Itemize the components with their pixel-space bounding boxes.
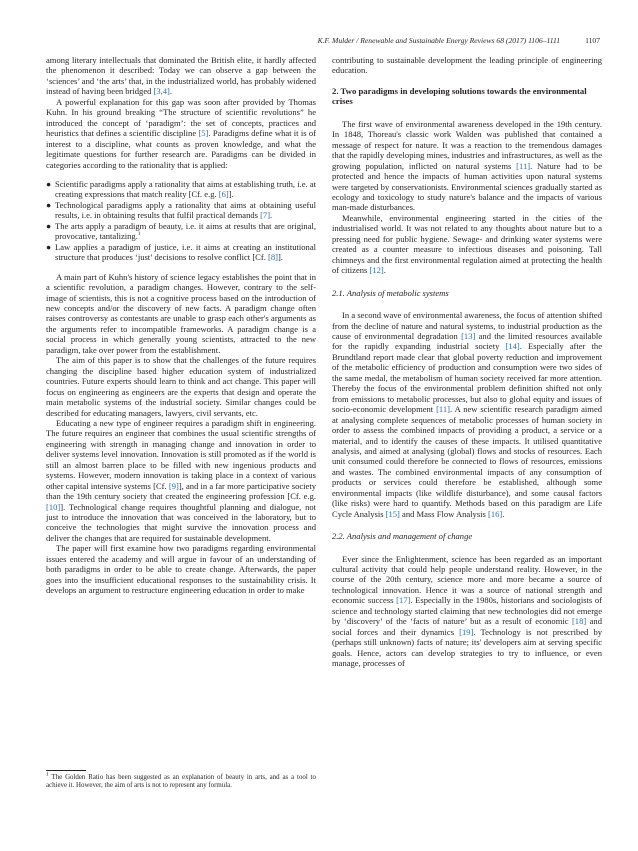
subsection-heading: 2.1. Analysis of metabolic systems	[332, 287, 449, 298]
footnote-number: 1	[46, 771, 49, 778]
citation-link[interactable]: [3,4]	[153, 86, 170, 97]
list-item: ● Law applies a paradigm of justice, i.e. it aims at creating an institutional structure that produces ‘just’ decisions to resolve conflict [Cf. [8]].	[46, 241, 316, 263]
citation-link[interactable]: [11]	[516, 160, 531, 171]
section-heading: 2. Two paradigms in developing solutions towards the environmental crises	[332, 85, 587, 107]
citation-link[interactable]: [7]	[260, 210, 271, 221]
running-header	[46, 36, 600, 48]
bullet-icon: ●	[46, 220, 52, 231]
paragraph: The aim of this paper is to show that the challenges of the future requires changing the discipline based higher education system of industrialized countries. Future experts should learn to think and act change. This paper will focus on engineering as engineers are the experts that design and operate the main metabolic systems of the industrial society. Similar changes could be described for educating managers, lawyers, civil servants, etc.	[46, 355, 316, 418]
paragraph: In a second wave of environmental awareness, the focus of attention shifted from the decline of nature and natural systems, to industrial production as the cause of environmental degradation [13] and the limited resources available for the rapidly expanding industrial society [14]. Especially after the Brundtland report made clear that global poverty reduction and improvement of the metabolic efficiency of production and consumption were two sides of the same medal, the metabolism of human society received far more attention. Thereby the focus of the environmental problem definition shifted not only from emissions to metabolic processes, but also to global equity and issues of socio-economic development [11]. A new scientific research paradigm aimed at analysing complete sequences of metabolic processes of human society in order to assess the combined impacts of providing a product, a service or a material, and to identify the causes of these impacts. It utilised quantitative analysis, and aimed at analysing (global) flows and stocks of resources. Each unit consumed could therefore be connected to flows of resources, emissions and wastes. The combined environmental impacts of any consumption of products or services could therefore be established, although some environmental impacts (like wildlife disturbance), and some causal factors (like risks) were hard to quantify. Methods based on this paradigm are Life Cycle Analysis [15] and Mass Flow Analysis [16].	[332, 310, 603, 519]
footnote-marker[interactable]: 1	[137, 231, 141, 238]
citation-link[interactable]: [19]	[459, 626, 474, 637]
paragraph: Ever since the Enlightenment, science has been regarded as an important cultural activity that could help people understand reality. However, in the course of the 20th century, science more and more became a source of technological innovation. Hence it was a source of national strength and economic success [17]. Especially in the 1980s, historians and sociologists of science and technology started claiming that new technologies did not emerge by ‘discovery’ of the ‘facts of nature’ but as a result of economic [18] and social forces and their dynamics [19]. Technology is not prescribed by (perhaps still unknown) facts of nature; its' developers aim at serving specific goals. Hence, actors can develop strategies to try to influence, or even manage, processes of	[332, 553, 602, 669]
citation-link[interactable]: [12]	[369, 265, 384, 276]
list-item: ● The arts apply a paradigm of beauty, i.e. it aims at results that are original, provocative, tantalizing.$^1$	[46, 220, 316, 242]
page-number: 1107	[585, 36, 600, 45]
citation-link[interactable]: [8]	[267, 252, 278, 263]
journal-citation: K.F. Mulder / Renewable and Sustainable Energy Reviews 68 (2017) 1106–1111	[317, 36, 560, 45]
paragraph: The paper will first examine how two paradigms regarding environmental issues entered the academy and will argue in favour of an understanding of both paradigms in order to be able to create change. Afterwards, the paper goes into the insufficient educational responses to the sustainability crisis. It develops an argument to restructure engineering education in order to make	[46, 543, 316, 596]
citation-link[interactable]: [17]	[396, 595, 411, 606]
paragraph: A main part of Kuhn's history of science legacy establishes the point that in a scientific revolution, a paradigm changes. However, contrary to the self-image of scientists, this is not a cognitive process based on the introduction of new concepts and/or the discovery of new facts. A paradigm change often raises controversy as contestants are unable to grasp each other's arguments as the arguments refer to incompatible frameworks. A paradigm change is a social process in which generally young scientists, attracted to the new paradigm, take over power from the establishment.	[46, 271, 316, 355]
citation-link[interactable]: [15]	[385, 508, 400, 519]
paragraph: Meanwhile, environmental engineering started in the cities of the industrialised world. It was not related to any thoughts about nature but to a pressing need for public hygiene. Sewage- and drinking water systems were created as a counter measure to infectious diseases and poisoning. Tall chimneys and the first environmental regulation aimed at protecting the health of citizens [12].	[332, 212, 602, 276]
subsection-heading: 2.2. Analysis and management of change	[332, 531, 473, 542]
paradigm-list	[46, 179, 316, 263]
citation-link[interactable]: [16]	[488, 508, 503, 519]
footnote: $^1$ The Golden Ratio has been suggested as an explanation of beauty in arts, and as a tool to achieve it. However, the aim of arts is not to represent any formula.	[46, 771, 316, 790]
paragraph: among literary intellectuals that dominated the British elite, it hardly affected the phenomenon it described: Today we can observe a gap between the ‘sciences’ and ‘the arts’ that, in the industrialized world, has probably widened instead of having been bridged [3,4].	[46, 55, 316, 97]
right-column	[332, 55, 602, 669]
citation-link[interactable]: [14]	[505, 341, 520, 352]
paragraph: A powerful explanation for this gap was soon after provided by Thomas Kuhn. In his ground breaking “The structure of scientific revolutions” he introduced the concept of ‘paradigm’: the set of concepts, practices and heuristics that defines a scientific discipline [5]. Paradigms define what it is of interest to a discipline, what counts as proven knowledge, and what the legitimate questions for further research are. Paradigms can be divided in categories according to the rationality that is applied:	[46, 96, 316, 170]
bullet-icon: ●	[46, 241, 52, 252]
list-item: ● Technological paradigms apply a rationality that aims at obtaining useful results, i.e. in obtaining results that fulfil practical demands [7].	[46, 199, 316, 221]
citation-link[interactable]: [5]	[198, 128, 209, 139]
citation-link[interactable]: [10]	[46, 501, 61, 512]
citation-link[interactable]: [13]	[461, 330, 476, 341]
footnote-rule	[46, 770, 86, 771]
citation-link[interactable]: [9]	[168, 480, 179, 491]
bullet-icon: ●	[46, 199, 52, 210]
list-item: ● Scientific paradigms apply a rationality that aims at establishing truth, i.e. at creating expressions that match reality [Cf. e.g. [6]].	[46, 178, 316, 200]
paragraph: contributing to sustainable development the leading principle of engineering education.	[332, 55, 602, 76]
citation-link[interactable]: [6]	[218, 189, 229, 200]
left-column	[46, 55, 316, 596]
paragraph: The first wave of environmental awareness developed in the 19th century. In 1848, Thoreau's classic work Walden was published that contained a message of respect for nature. It was a reaction to the tremendous damages that the rapidly developing mines, industries and infrastructures, as well as the growing population, inflicted on natural systems [11]. Nature had to be protected and hence the impacts of human activities upon natural systems were targeted by conservationists. Environmental sciences gradually started as ecology and toxicology to study nature's balance and the impacts of various man-made disturbances.	[332, 118, 602, 213]
bullet-icon: ●	[46, 178, 52, 189]
paragraph: Educating a new type of engineer requires a paradigm shift in engineering. The future requires an engineer that combines the usual scientific strengths of engineering with strength in managing change and innovation in order to deliver systems level innovation. Innovation is still promoted as if the world is still an almost barren place to be filled with new ingenious products and systems. However, modern innovation is taking place in a context of various other capital intensive systems [Cf. [9]], and in a far more participative society than the 19th century society that created the engineering profession [Cf. e.g. [10]]. Technological change requires thoughtful planning and dialogue, not just to introduce the innovation that was conceived in the laboratory, but to conceive the technologies that might survive the innovation process and deliver the changes that are required for sustainable development.	[46, 417, 316, 543]
citation-link[interactable]: [18]	[571, 616, 587, 627]
citation-link[interactable]: [11]	[436, 404, 451, 415]
